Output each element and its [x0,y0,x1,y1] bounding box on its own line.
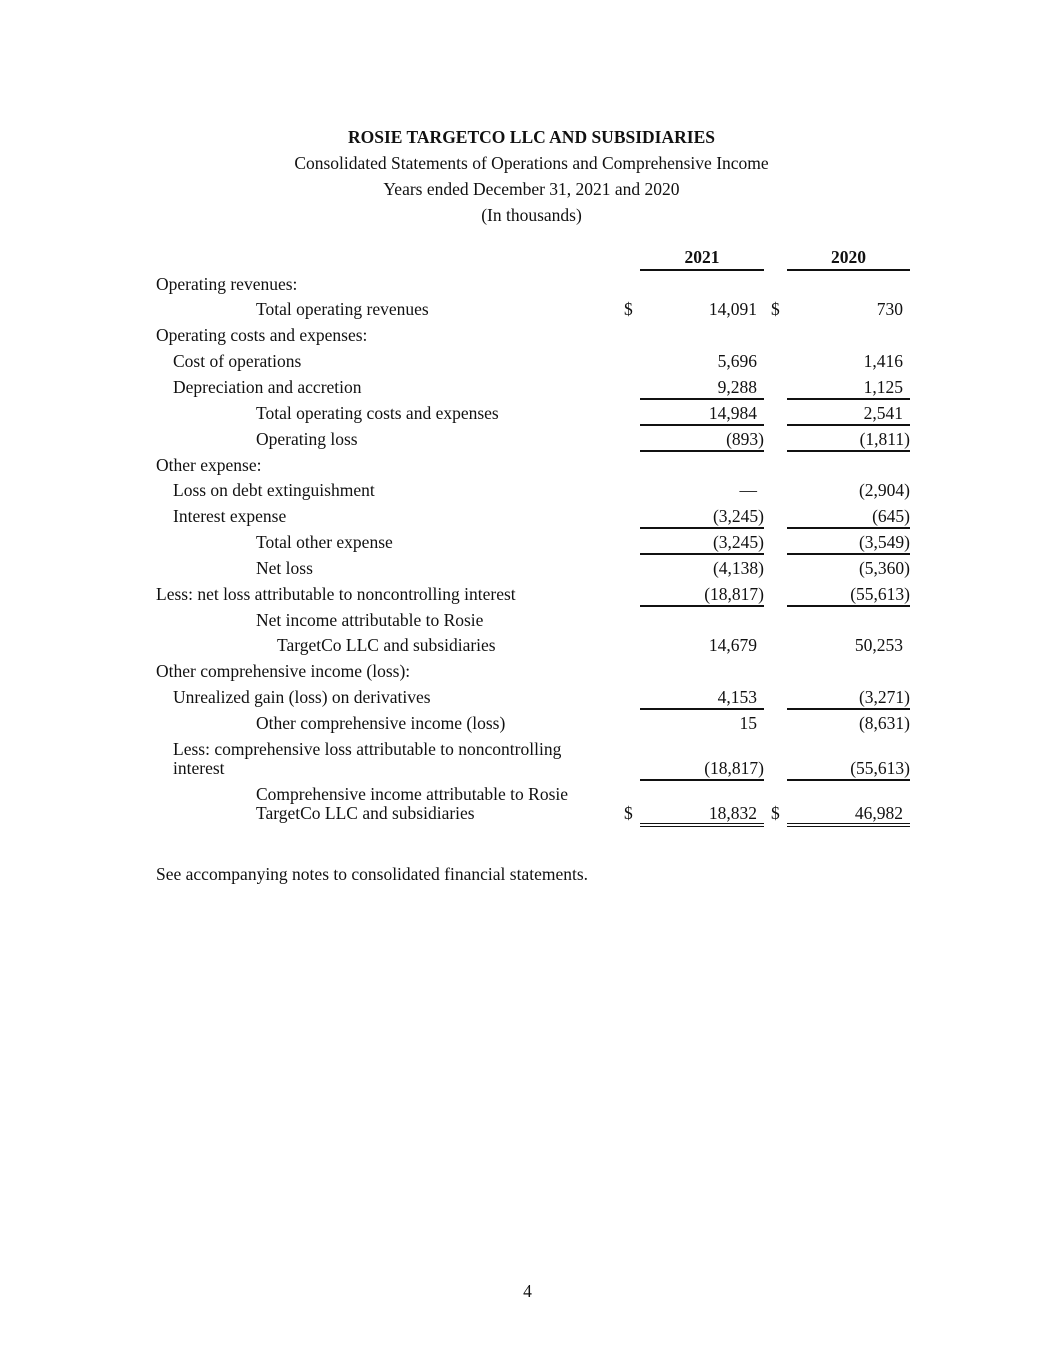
row-label: Unrealized gain (loss) on derivatives [173,687,431,707]
column-header-2021: 2021 [640,247,764,271]
section-heading [0,325,1055,351]
value-2020: 1,416 [863,351,903,371]
value-2020: (8,631) [858,713,910,733]
section-heading [0,455,1055,481]
subtotal-row [0,558,1055,584]
value-2021: 4,153 [717,687,757,707]
subtotal-rule [787,605,910,607]
value-2020: 2,541 [863,403,903,423]
row-label: Net loss [256,558,313,578]
row-label: Loss on debt extinguishment [173,480,375,500]
value-2020: (1,811) [859,429,910,449]
subtotal-rule [787,779,910,781]
subtotal-rule [787,424,910,426]
subtotal-rule [640,398,764,400]
column-header-2020: 2020 [787,247,910,271]
value-2021: — [739,480,757,500]
value-2020: 50,253 [854,635,903,655]
grand-total-double-rule [640,823,764,827]
row-label-continued: TargetCo LLC and subsidiaries [256,803,475,823]
subtotal-rule [640,708,764,710]
row-label: Net income attributable to Rosie [256,610,484,630]
grand-total-double-rule [787,823,910,827]
row-label: Other comprehensive income (loss) [256,713,506,733]
subtotal-rule [787,450,910,452]
row-label: Cost of operations [173,351,302,371]
subtotal-row [0,713,1055,739]
row-label: Total other expense [256,532,393,552]
table-row [0,351,1055,377]
row-label: Other expense: [156,455,262,475]
value-2021: (18,817) [704,584,764,604]
value-2021: 14,091 [708,299,757,319]
currency-symbol: $ [624,803,633,823]
value-2020: (645) [872,506,910,526]
value-2021: 9,288 [717,377,757,397]
table-row [0,635,1055,661]
row-label: Other comprehensive income (loss): [156,661,411,681]
section-heading [0,661,1055,687]
statement-period: Years ended December 31, 2021 and 2020 [383,179,680,199]
row-label: Operating revenues: [156,274,298,294]
value-2021: (893) [726,429,764,449]
value-2020: 730 [876,299,903,319]
subtotal-rule [640,424,764,426]
row-label: Total operating costs and expenses [256,403,499,423]
value-2020: (55,613) [850,758,910,778]
company-name: ROSIE TARGETCO LLC AND SUBSIDIARIES [348,127,715,147]
value-2021: 14,984 [708,403,757,423]
value-2020: (55,613) [850,584,910,604]
value-2021: (18,817) [704,758,764,778]
value-2020: (3,271) [858,687,910,707]
value-2021: 5,696 [717,351,757,371]
value-2021: (3,245) [712,532,764,552]
row-label: Total operating revenues [256,299,429,319]
table-row [0,480,1055,506]
value-2020: (3,549) [858,532,910,552]
value-2020: 46,982 [854,803,903,823]
statement-title: Consolidated Statements of Operations and Comprehensive Income [294,153,769,173]
row-label: Less: net loss attributable to noncontrolling interest [156,584,516,604]
section-heading [0,274,1055,300]
value-2020: (2,904) [858,480,910,500]
footnote: See accompanying notes to consolidated financial statements. [156,864,589,884]
page-number: 4 [523,1281,532,1301]
row-label: Operating loss [256,429,358,449]
value-2021: (4,138) [712,558,764,578]
value-2021: (3,245) [712,506,764,526]
value-2021: 18,832 [708,803,757,823]
row-label: Comprehensive income attributable to Rosie [256,784,569,804]
currency-symbol: $ [624,299,633,319]
row-label-continued: interest [173,758,225,778]
subtotal-rule [787,398,910,400]
subtotal-rule [640,450,764,452]
subtotal-rule [787,527,910,529]
table-row [0,610,1055,636]
subtotal-rule [640,779,764,781]
statement-units: (In thousands) [481,205,582,225]
table-row [0,299,1055,325]
subtotal-rule [787,708,910,710]
value-2020: 1,125 [863,377,903,397]
subtotal-rule [640,553,764,555]
row-label: Less: comprehensive loss attributable to noncontrolling [173,739,562,759]
row-label: Operating costs and expenses: [156,325,368,345]
value-2021: 15 [739,713,757,733]
row-label-continued: TargetCo LLC and subsidiaries [277,635,496,655]
subtotal-rule [640,527,764,529]
value-2021: 14,679 [708,635,757,655]
currency-symbol: $ [771,803,780,823]
subtotal-rule [787,553,910,555]
value-2020: (5,360) [858,558,910,578]
currency-symbol: $ [771,299,780,319]
row-label: Interest expense [173,506,287,526]
row-label: Depreciation and accretion [173,377,362,397]
subtotal-rule [640,605,764,607]
